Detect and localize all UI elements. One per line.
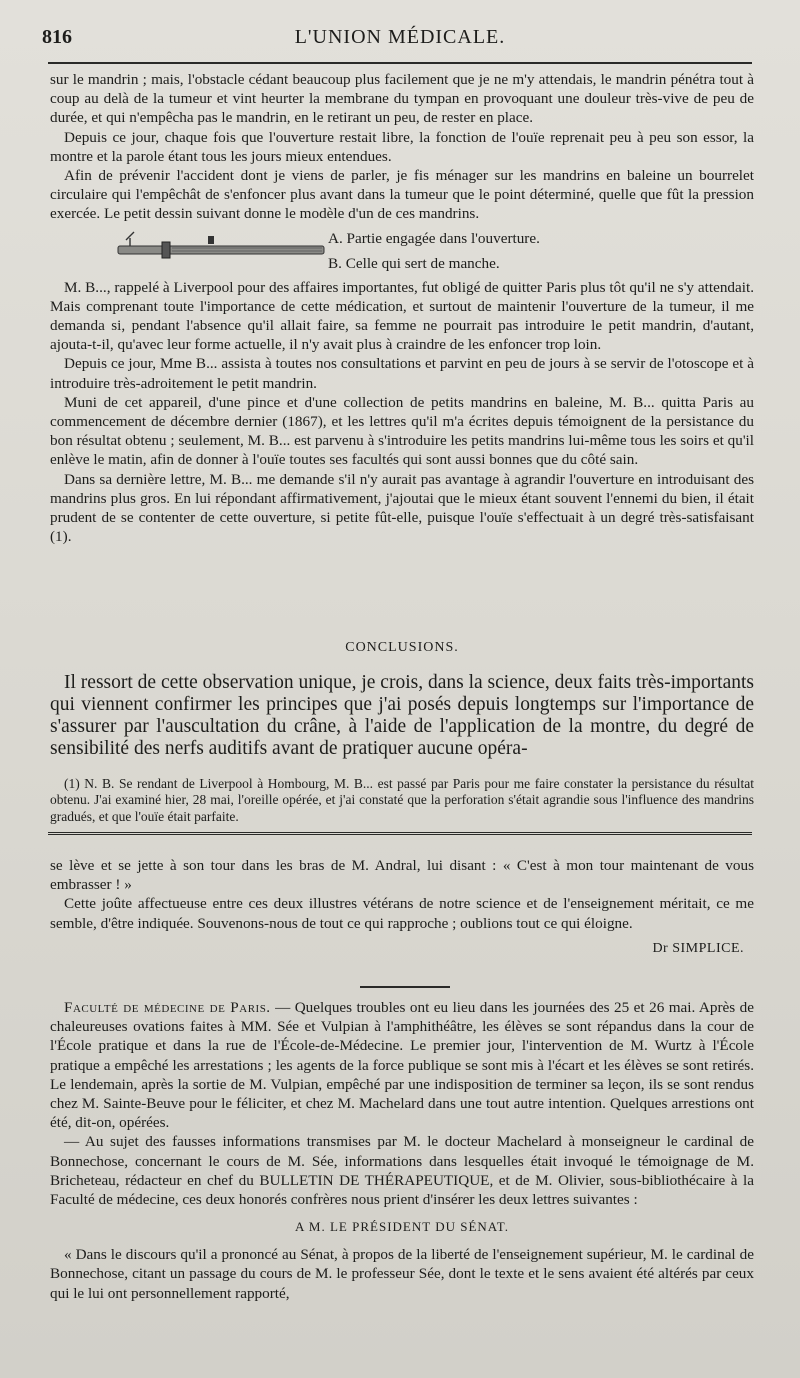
conclusions-section — [50, 640, 754, 760]
page-number: 816 — [42, 26, 72, 48]
header-rule — [48, 62, 752, 64]
faculte-section — [50, 998, 754, 1303]
letter-text: « Dans le discours qu'il a prononcé au Sénat, à propos de la liberté de l'enseignement supérieur, M. le cardinal de Bonnechose, citant un passage du cours de M. le professeur Sée, dont le texte et le sens avaient été altérés par ceux qui le lui ont personnellement rapporté, — [50, 1246, 754, 1302]
paragraph: se lève et se jette à son tour dans les bras de M. Andral, lui disant : « C'est à mon tour maintenant de vous embrasser ! » — [50, 857, 754, 894]
faculte-text: — Quelques troubles ont eu lieu dans les journées des 25 et 26 mai. Après de chaleureuses ovations faites à MM. Sée et Vulpian à l'amphithéâtre, les élèves se sont répandus dans la cour de l'École pratique et dans la rue de l'École-de-Médecine. Le premier jour, l'intervention de M. Wurtz à l'École pratique a empêché les arrestations ; les agents de la force publique se sont mis à l'écart et les élèves se sont retirés. Le lendemain, après la sortie de M. Vulpian, empêché par une indisposition de terminer sa leçon, ils se sont rendus chez M. Sainte-Beuve pour le féliciter, et chez M. Machelard dans une tout autre intention. Quelques arrestions ont été, dit-on, opérées. — [50, 999, 754, 1132]
mandrin-figure — [50, 224, 754, 278]
footnote-text: (1) N. B. Se rendant de Liverpool à Hombourg, M. B... est passé par Paris pour me faire constater la persistance du résultat obtenu. J'ai examiné hier, 28 mai, l'oreille opérée, et j'ai constaté que la perforation s'était agrandie sous l'influence des mandrins gradués, et que l'ouïe était parfaite. — [50, 776, 754, 824]
paragraph — [50, 998, 754, 1132]
paragraph: Cette joûte affectueuse entre ces deux illustres vétérans de notre science et de l'enseignement méritait, ce me semble, d'être indiquée. Souvenons-nous de tout ce qui rapproche ; oublions tout ce qui éloigne. — [50, 895, 754, 932]
page-header — [0, 24, 800, 60]
figure-label-b: B. Celle qui sert de manche. — [328, 254, 500, 272]
journal-title: L'UNION MÉDICALE. — [294, 26, 506, 48]
figure-legend — [328, 226, 540, 276]
figure-label-a: A. Partie engagée dans l'ouverture. — [328, 229, 540, 247]
paragraph: M. B..., rappelé à Liverpool pour des affaires importantes, fut obligé de quitter Paris plus tôt qu'il ne s'y attendait. Mais comprenant toute l'importance de cette médication, et surtout de maintenir l'ouverture de la tumeur, il me demanda si, pendant l'absence qu'il allait faire, sa femme ne pourrait pas introduire le petit mandrin, d'autant, ajouta-t-il, qu'avec leur forme actuelle, il n'y avait plus à craindre de les enfoncer trop loin. — [50, 278, 754, 354]
paragraph: Afin de prévenir l'accident dont je viens de parler, je fis ménager sur les mandrins en baleine un bourrelet circulaire qui l'empêchât de s'enfoncer plus avant dans la tumeur que le point déterminé, quelle que fût la pression exercée. Le petit dessin suivant donne le modèle d'un de ces mandrins. — [50, 167, 754, 223]
letter-title: A M. LE PRÉSIDENT DU SÉNAT. — [295, 1219, 509, 1235]
lower-article — [50, 856, 754, 957]
footnote — [50, 776, 754, 825]
conclusions-title: CONCLUSIONS. — [345, 640, 459, 655]
paragraph: Depuis ce jour, Mme B... assista à toutes nos consultations et parvint en peu de jours à se servir de l'otoscope et à introduire très-adroitement le petit mandrin. — [50, 355, 754, 392]
paragraph: Dans sa dernière lettre, M. B... me demande s'il n'y aurait pas avantage à agrandir l'ouverture en introduisant des mandrins plus gros. En lui répondant affirmativement, j'ajoutai que le mieux étant souvent l'ennemi du bien, il était prudent de se contenter de cette ouverture, si petite fût-elle, puisque l'ouïe s'effectuait à un degré très-satisfaisant (1). — [50, 470, 754, 546]
mandrin-drawing — [116, 226, 326, 266]
signature: Dr SIMPLICE. — [652, 940, 744, 956]
section-divider — [48, 832, 752, 838]
paragraph: sur le mandrin ; mais, l'obstacle cédant beaucoup plus facilement que je ne m'y attendais, le mandrin pénétra tout à coup au delà de la tumeur et vint heurter la membrane du tympan en provoquant une douleur très-vive de peu de durée, et qui n'empêcha pas le mandrin, en le retirant un peu, de rester en place. — [50, 71, 754, 127]
paragraph: — Au sujet des fausses informations transmises par M. le docteur Machelard à monseigneur le cardinal de Bonnechose, concernant le cours de M. Sée, informations dans lesquelles était invoqué le témoignage de M. Bricheteau, rédacteur en chef du BULLETIN DE THÉRAPEUTIQUE, et de M. Olivier, sous-bibliothécaire à la Faculté de médecine, ces deux honorés confrères nous prient d'insérer les deux lettres suivantes : — [50, 1133, 754, 1209]
short-rule — [360, 986, 450, 988]
conclusions-text: Il ressort de cette observation unique, je crois, dans la science, deux faits très-importants qui viennent confirmer les principes que j'ai posés depuis longtemps sur l'importance de s'assurer par l'auscultation du crâne, à l'aide de l'application de la montre, du degré de sensibilité des nerfs auditifs avant de pratiquer aucune opéra- — [50, 672, 754, 759]
faculte-heading: Faculté de médecine de Paris. — [64, 999, 271, 1016]
article-continuation — [50, 70, 754, 546]
paragraph: Muni de cet appareil, d'une pince et d'une collection de petits mandrins en baleine, M. B... quitta Paris au commencement de décembre dernier (1867), et les lettres qu'il m'a écrites depuis témoignent de la persistance du bon résultat obtenu ; seulement, M. B... est parvenu à s'introduire les petits mandrins lui-même tous les soirs et qu'il enlève le matin, afin de donner à l'ouïe toutes ses facultés qui sont aussi bonnes que du côté sain. — [50, 393, 754, 469]
paragraph: Depuis ce jour, chaque fois que l'ouverture restait libre, la fonction de l'ouïe reprenait peu à peu son essor, la montre et la parole étant tous les jours mieux entendues. — [50, 128, 754, 165]
